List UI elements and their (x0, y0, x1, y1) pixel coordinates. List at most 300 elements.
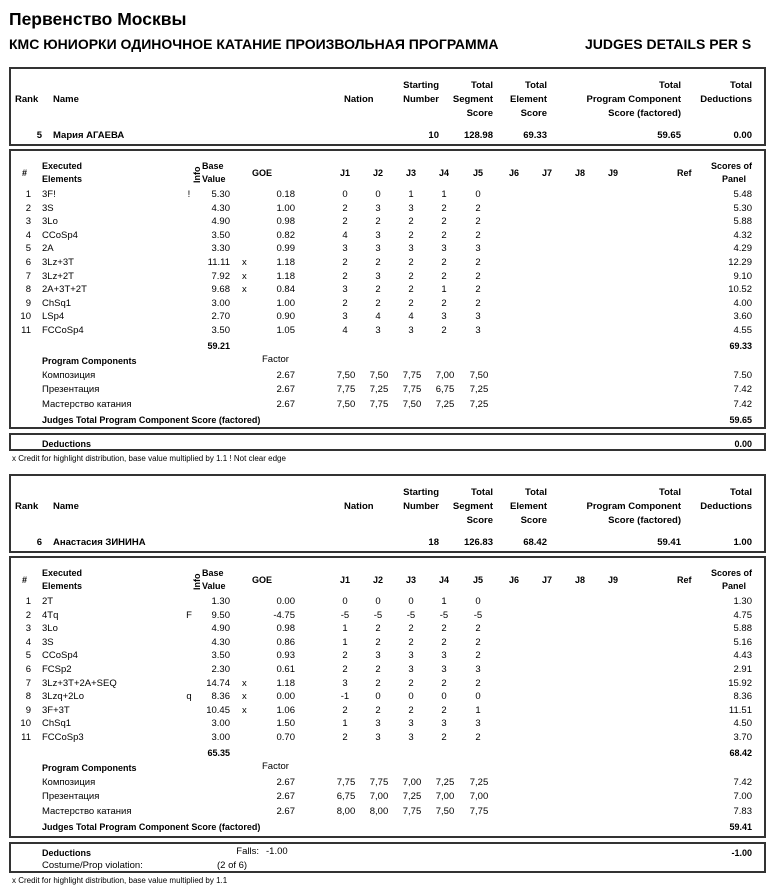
component-factor: 2.67 (276, 805, 295, 817)
element-base-value: 4.30 (211, 636, 230, 648)
element-number: 8 (25, 691, 31, 703)
component-judge-score: 7,00 (402, 776, 422, 788)
tss-header: Score (466, 515, 493, 526)
element-panel-score: 5.30 (733, 202, 752, 214)
judges-total-pcs-value: 59.65 (729, 415, 752, 426)
judge-score: 3 (441, 650, 447, 662)
total-deductions-value: 1.00 (733, 537, 752, 548)
element-base-value: 4.30 (211, 202, 230, 214)
component-factor: 2.67 (276, 369, 295, 381)
element-panel-score: 4.29 (733, 243, 752, 255)
element-code: CCoSp4 (42, 650, 78, 662)
judge-score: 3 (342, 677, 348, 689)
num-header: # (22, 168, 28, 178)
component-factor: 2.67 (276, 776, 295, 788)
total-segment-score-value: 126.83 (463, 537, 493, 548)
judge-score: -5 (340, 609, 350, 621)
rank-header: Rank (15, 501, 39, 512)
element-code: 3F! (42, 189, 56, 200)
judge-score: 2 (475, 297, 481, 309)
element-goe: 0.98 (276, 216, 295, 228)
element-number: 11 (21, 732, 31, 743)
element-goe: 0.84 (276, 284, 295, 296)
component-judge-score: 7,75 (369, 398, 389, 410)
judge-score: 2 (375, 636, 381, 648)
element-goe: 0.86 (276, 636, 295, 648)
judge-score: 3 (441, 311, 447, 323)
tes-header: Score (520, 108, 547, 119)
tes-header: Element (510, 94, 547, 105)
element-code: 2A (42, 243, 54, 255)
judge-score: 2 (342, 732, 348, 743)
element-row (11, 732, 764, 745)
judge-header-j6: J6 (508, 168, 519, 178)
judge-score: 2 (375, 257, 381, 268)
tss-header: Segment (452, 94, 493, 105)
judge-header-j2: J2 (372, 168, 383, 178)
element-panel-score: 3.60 (733, 311, 752, 323)
judge-score: -5 (473, 609, 483, 621)
component-name: Презентация (42, 384, 100, 396)
judge-score: 0 (375, 189, 381, 200)
element-row (11, 650, 764, 663)
component-judge-score: 7,75 (402, 384, 422, 396)
element-panel-score: 4.75 (733, 609, 752, 621)
component-judge-score: 7,50 (402, 398, 422, 410)
skater-name: Мария АГАЕВА (53, 130, 125, 141)
judge-score: 2 (475, 284, 481, 296)
component-judge-score: 6,75 (336, 791, 356, 803)
judge-score: 3 (375, 325, 381, 336)
element-code: 3Lz+2T (42, 270, 74, 282)
judge-score: 2 (342, 664, 348, 675)
starting-number-value: 10 (428, 130, 439, 141)
pcs-header: Total (659, 80, 681, 91)
element-number: 2 (25, 609, 31, 621)
nation-header: Nation (344, 501, 374, 512)
judge-score: 2 (408, 216, 414, 228)
component-judge-score: 7,50 (435, 805, 455, 817)
component-judge-score: 7,25 (402, 791, 422, 803)
judge-score: 2 (475, 270, 481, 282)
judge-score: 1 (342, 623, 348, 635)
judge-header-j5: J5 (472, 575, 483, 585)
tss-header: Total (471, 487, 493, 498)
costume-violation-label: Costume/Prop violation: (42, 860, 143, 871)
element-goe: 0.61 (276, 664, 295, 675)
element-panel-score: 5.88 (733, 216, 752, 228)
executed-header: Elements (42, 174, 83, 184)
judge-score: 3 (475, 664, 481, 675)
element-goe: -4.75 (273, 609, 295, 621)
element-panel-score: 1.30 (733, 596, 752, 607)
element-panel-score: 12.29 (728, 257, 752, 268)
judge-header-j1: J1 (339, 168, 350, 178)
element-row (11, 691, 764, 704)
name-header: Name (53, 501, 79, 512)
element-panel-score: 5.48 (733, 189, 752, 200)
judge-score: 3 (475, 311, 481, 323)
deductions-header: Total (730, 487, 752, 498)
element-number: 10 (20, 311, 31, 323)
info-header: Info (192, 573, 202, 590)
judge-score: 2 (342, 650, 348, 662)
element-code: LSp4 (42, 311, 65, 323)
rank-header: Rank (15, 94, 39, 105)
name-header: Name (53, 94, 79, 105)
element-code: 2A+3T+2T (42, 284, 87, 296)
judge-score: 3 (408, 732, 414, 743)
judge-score: 2 (441, 202, 447, 214)
judge-score: 4 (408, 311, 414, 323)
element-goe: 1.18 (276, 270, 295, 282)
element-number: 3 (25, 623, 31, 635)
component-judge-score: 7,50 (336, 398, 356, 410)
component-judge-score: 7,00 (369, 791, 389, 803)
component-name: Композиция (42, 776, 96, 788)
judge-score: 2 (475, 636, 481, 648)
element-row (11, 678, 764, 691)
starting-header: Number (403, 94, 439, 105)
element-x-marker: x (242, 677, 247, 689)
element-goe: 0.93 (276, 650, 295, 662)
component-judge-score: 7,00 (469, 791, 489, 803)
judge-score: 2 (342, 216, 348, 228)
judge-score: 2 (441, 216, 447, 228)
falls-label: Falls: (236, 846, 259, 857)
judge-score: 3 (408, 202, 414, 214)
judge-header-j1: J1 (339, 575, 350, 585)
judge-score: 3 (375, 732, 381, 743)
judge-score: 1 (441, 284, 447, 296)
element-number: 2 (25, 202, 31, 214)
element-base-value: 3.50 (211, 229, 230, 241)
element-row (11, 610, 764, 623)
element-number: 9 (25, 297, 31, 309)
component-panel-score: 7.83 (733, 805, 752, 817)
total-pcs-value: 59.41 (657, 537, 681, 548)
judge-score: -5 (406, 609, 416, 621)
judge-score: 3 (375, 650, 381, 662)
element-base-value: 2.70 (211, 311, 230, 323)
judge-score: 3 (441, 664, 447, 675)
rank-value: 5 (36, 130, 42, 141)
judge-score: 2 (475, 677, 481, 689)
element-code: 3Lzq+2Lo (42, 691, 84, 703)
element-base-value: 2.30 (211, 664, 230, 675)
pcs-header: Program Component (586, 94, 681, 105)
element-base-value: 9.50 (211, 609, 230, 621)
component-row (11, 777, 764, 790)
tss-header: Total (471, 80, 493, 91)
element-code: CCoSp4 (42, 229, 78, 241)
judge-score: 2 (441, 636, 447, 648)
judge-score: 3 (475, 718, 481, 730)
element-panel-score: 10.52 (728, 284, 752, 296)
element-panel-score: 3.70 (733, 732, 752, 743)
judge-score: 0 (475, 596, 481, 607)
pcs-header: Total (659, 487, 681, 498)
element-number: 8 (25, 284, 31, 296)
component-judge-score: 7,00 (435, 791, 455, 803)
pcs-header: Score (factored) (608, 108, 681, 119)
judge-score: 2 (475, 732, 481, 743)
element-code: FCCoSp4 (42, 325, 84, 336)
tss-header: Segment (452, 501, 493, 512)
component-name: Мастерство катания (42, 805, 132, 817)
component-panel-score: 7.42 (733, 398, 752, 410)
judge-score: 1 (441, 596, 447, 607)
component-judge-score: 7,50 (369, 369, 389, 381)
scores-of-panel-header: Panel (721, 581, 746, 591)
judge-score: 2 (441, 297, 447, 309)
skater-name: Анастасия ЗИНИНА (53, 537, 146, 548)
executed-header: Executed (42, 161, 83, 171)
judge-score: 3 (375, 229, 381, 241)
element-number: 3 (25, 216, 31, 228)
ref-header: Ref (677, 168, 692, 178)
element-code: 3S (42, 202, 54, 214)
base-value-header: Base (202, 161, 224, 171)
element-code: ChSq1 (42, 297, 72, 309)
component-panel-score: 7.42 (733, 776, 752, 788)
component-panel-score: 7.50 (733, 369, 752, 381)
component-judge-score: 6,75 (435, 384, 455, 396)
deductions-label: Deductions (42, 439, 92, 449)
component-row (11, 791, 764, 804)
judges-total-pcs-label: Judges Total Program Component Score (factored) (42, 822, 261, 833)
judge-score: 2 (441, 229, 447, 241)
tss-header: Score (466, 108, 493, 119)
element-x-marker: x (242, 704, 247, 716)
judge-score: 3 (342, 311, 348, 323)
rank-value: 6 (36, 537, 42, 548)
component-judge-score: 7,25 (435, 398, 455, 410)
judge-score: 2 (441, 257, 447, 268)
judge-score: 0 (408, 691, 414, 703)
element-panel-score: 9.10 (733, 270, 752, 282)
element-base-value: 10.45 (206, 704, 230, 716)
judge-score: 4 (375, 311, 381, 323)
element-goe: 1.18 (276, 257, 295, 268)
element-panel-score: 4.55 (733, 325, 752, 336)
judge-header-j8: J8 (574, 168, 585, 178)
element-row (11, 718, 764, 731)
judge-score: 2 (375, 677, 381, 689)
competition-title: Первенство Москвы (9, 9, 187, 29)
judge-score: 3 (375, 718, 381, 730)
element-base-value: 3.50 (211, 650, 230, 662)
tes-header: Total (525, 80, 547, 91)
base-value-total: 59.21 (207, 340, 230, 351)
nation-header: Nation (344, 94, 374, 105)
judge-header-j7: J7 (541, 575, 552, 585)
info-header: Info (192, 166, 202, 183)
tes-header: Element (510, 501, 547, 512)
judge-score: 4 (342, 229, 348, 241)
pcs-header: Score (factored) (608, 515, 681, 526)
total-pcs-value: 59.65 (657, 130, 681, 141)
judge-header-j9: J9 (607, 168, 618, 178)
starting-header: Starting (403, 80, 439, 91)
judge-score: 3 (475, 325, 481, 336)
deductions-total: 0.00 (734, 439, 752, 449)
element-panel-score: 2.91 (733, 664, 752, 675)
element-goe: 0.82 (276, 229, 295, 241)
element-base-value: 4.90 (211, 623, 230, 635)
summary-box (9, 474, 766, 553)
element-goe: 1.06 (276, 704, 295, 716)
judge-score: -1 (340, 691, 350, 703)
judge-score: 3 (441, 718, 447, 730)
judge-score: 2 (441, 623, 447, 635)
element-goe: 0.90 (276, 311, 295, 323)
panel-total: 69.33 (729, 340, 752, 351)
total-element-score-value: 68.42 (523, 537, 547, 548)
component-judge-score: 7,75 (369, 776, 389, 788)
element-panel-score: 8.36 (733, 691, 752, 703)
element-number: 10 (20, 718, 31, 730)
deductions-header: Total (730, 80, 752, 91)
scores-of-panel-header: Scores of (710, 161, 752, 171)
deductions-label: Deductions (42, 848, 92, 858)
program-components-header: Program Components (42, 762, 137, 773)
judge-score: 0 (375, 596, 381, 607)
element-code: 4Tq (42, 609, 59, 621)
judge-header-j5: J5 (472, 168, 483, 178)
judge-score: 2 (375, 297, 381, 309)
component-name: Композиция (42, 369, 96, 381)
details-box (9, 556, 766, 838)
element-goe: 1.50 (276, 718, 295, 730)
element-number: 7 (25, 677, 31, 689)
element-base-value: 5.30 (211, 189, 230, 200)
element-row (11, 623, 764, 636)
element-base-value: 3.00 (211, 732, 230, 743)
element-base-value: 4.90 (211, 216, 230, 228)
judge-score: 0 (342, 189, 348, 200)
judge-score: 3 (408, 718, 414, 730)
element-x-marker: x (242, 270, 247, 282)
component-judge-score: 7,50 (336, 369, 356, 381)
judge-score: -5 (439, 609, 449, 621)
executed-header: Executed (42, 568, 83, 578)
judge-score: 3 (375, 270, 381, 282)
scores-of-panel-header: Panel (721, 174, 746, 184)
element-goe: 1.05 (276, 325, 295, 336)
element-panel-score: 15.92 (728, 677, 752, 689)
pcs-header: Program Component (586, 501, 681, 512)
judge-score: 3 (375, 243, 381, 255)
starting-header: Starting (403, 487, 439, 498)
element-base-value: 1.30 (211, 596, 230, 607)
base-value-total: 65.35 (207, 747, 230, 758)
element-code: 3Lz+3T+2A+SEQ (42, 677, 117, 689)
judge-score: 2 (342, 202, 348, 214)
judge-score: 2 (408, 677, 414, 689)
element-x-marker: x (242, 257, 247, 268)
judge-score: 2 (342, 270, 348, 282)
element-x-marker: x (242, 284, 247, 296)
judge-score: 2 (441, 677, 447, 689)
component-factor: 2.67 (276, 384, 295, 396)
judge-score: 1 (408, 189, 414, 200)
judge-header-j9: J9 (607, 575, 618, 585)
component-judge-score: 8,00 (369, 805, 389, 817)
component-judge-score: 7,75 (402, 805, 422, 817)
element-number: 1 (25, 189, 31, 200)
judge-header-j8: J8 (574, 575, 585, 585)
element-base-value: 9.68 (211, 284, 230, 296)
report-title: JUDGES DETAILS PER S (585, 36, 752, 52)
component-name: Мастерство катания (42, 398, 132, 410)
component-panel-score: 7.42 (733, 384, 752, 396)
element-base-value: 8.36 (211, 691, 230, 703)
element-goe: 0.70 (276, 732, 295, 743)
element-code: 2T (42, 596, 54, 607)
component-judge-score: 7,25 (469, 384, 489, 396)
judge-score: 0 (475, 691, 481, 703)
element-number: 4 (25, 229, 31, 241)
factor-header: Factor (262, 760, 289, 772)
element-code: 3F+3T (42, 704, 70, 716)
element-row (11, 664, 764, 677)
component-name: Презентация (42, 791, 100, 803)
category-title: КМС ЮНИОРКИ ОДИНОЧНОЕ КАТАНИЕ ПРОИЗВОЛЬНАЯ ПРОГРАММА (9, 36, 499, 52)
component-row (11, 806, 764, 819)
judge-score: 2 (441, 270, 447, 282)
judge-score: 0 (375, 691, 381, 703)
judge-score: 2 (408, 636, 414, 648)
element-number: 1 (25, 596, 31, 607)
footnote: x Credit for highlight distribution, base value multiplied by 1.1 (12, 876, 228, 885)
total-segment-score-value: 128.98 (463, 130, 493, 141)
judge-score: 3 (441, 243, 447, 255)
component-judge-score: 7,75 (336, 384, 356, 396)
judge-score: 2 (375, 284, 381, 296)
element-info: ! (187, 189, 191, 200)
element-panel-score: 4.32 (733, 229, 752, 241)
base-value-header: Value (202, 581, 226, 591)
element-goe: 0.98 (276, 623, 295, 635)
costume-violation-value: (2 of 6) (217, 860, 248, 871)
starting-number-value: 18 (428, 537, 439, 548)
judge-score: 3 (475, 243, 481, 255)
judge-score: 0 (408, 596, 414, 607)
judge-score: 2 (408, 257, 414, 268)
element-panel-score: 11.51 (728, 704, 752, 716)
judge-score: 2 (441, 325, 447, 336)
judge-score: 2 (342, 257, 348, 268)
element-panel-score: 5.16 (733, 636, 752, 648)
judge-score: 1 (342, 718, 348, 730)
element-number: 9 (25, 704, 31, 716)
judge-score: 3 (408, 650, 414, 662)
judge-score: 2 (408, 270, 414, 282)
judge-score: 2 (375, 216, 381, 228)
judge-score: 2 (441, 732, 447, 743)
judge-header-j4: J4 (438, 168, 449, 178)
element-x-marker: x (242, 691, 247, 703)
judges-total-pcs-value: 59.41 (729, 822, 752, 833)
element-number: 5 (25, 650, 31, 662)
judges-total-pcs-label: Judges Total Program Component Score (factored) (42, 415, 261, 426)
element-panel-score: 5.88 (733, 623, 752, 635)
component-factor: 2.67 (276, 398, 295, 410)
judge-score: 2 (408, 704, 414, 716)
deductions-box (9, 842, 766, 873)
judge-score: 1 (441, 189, 447, 200)
